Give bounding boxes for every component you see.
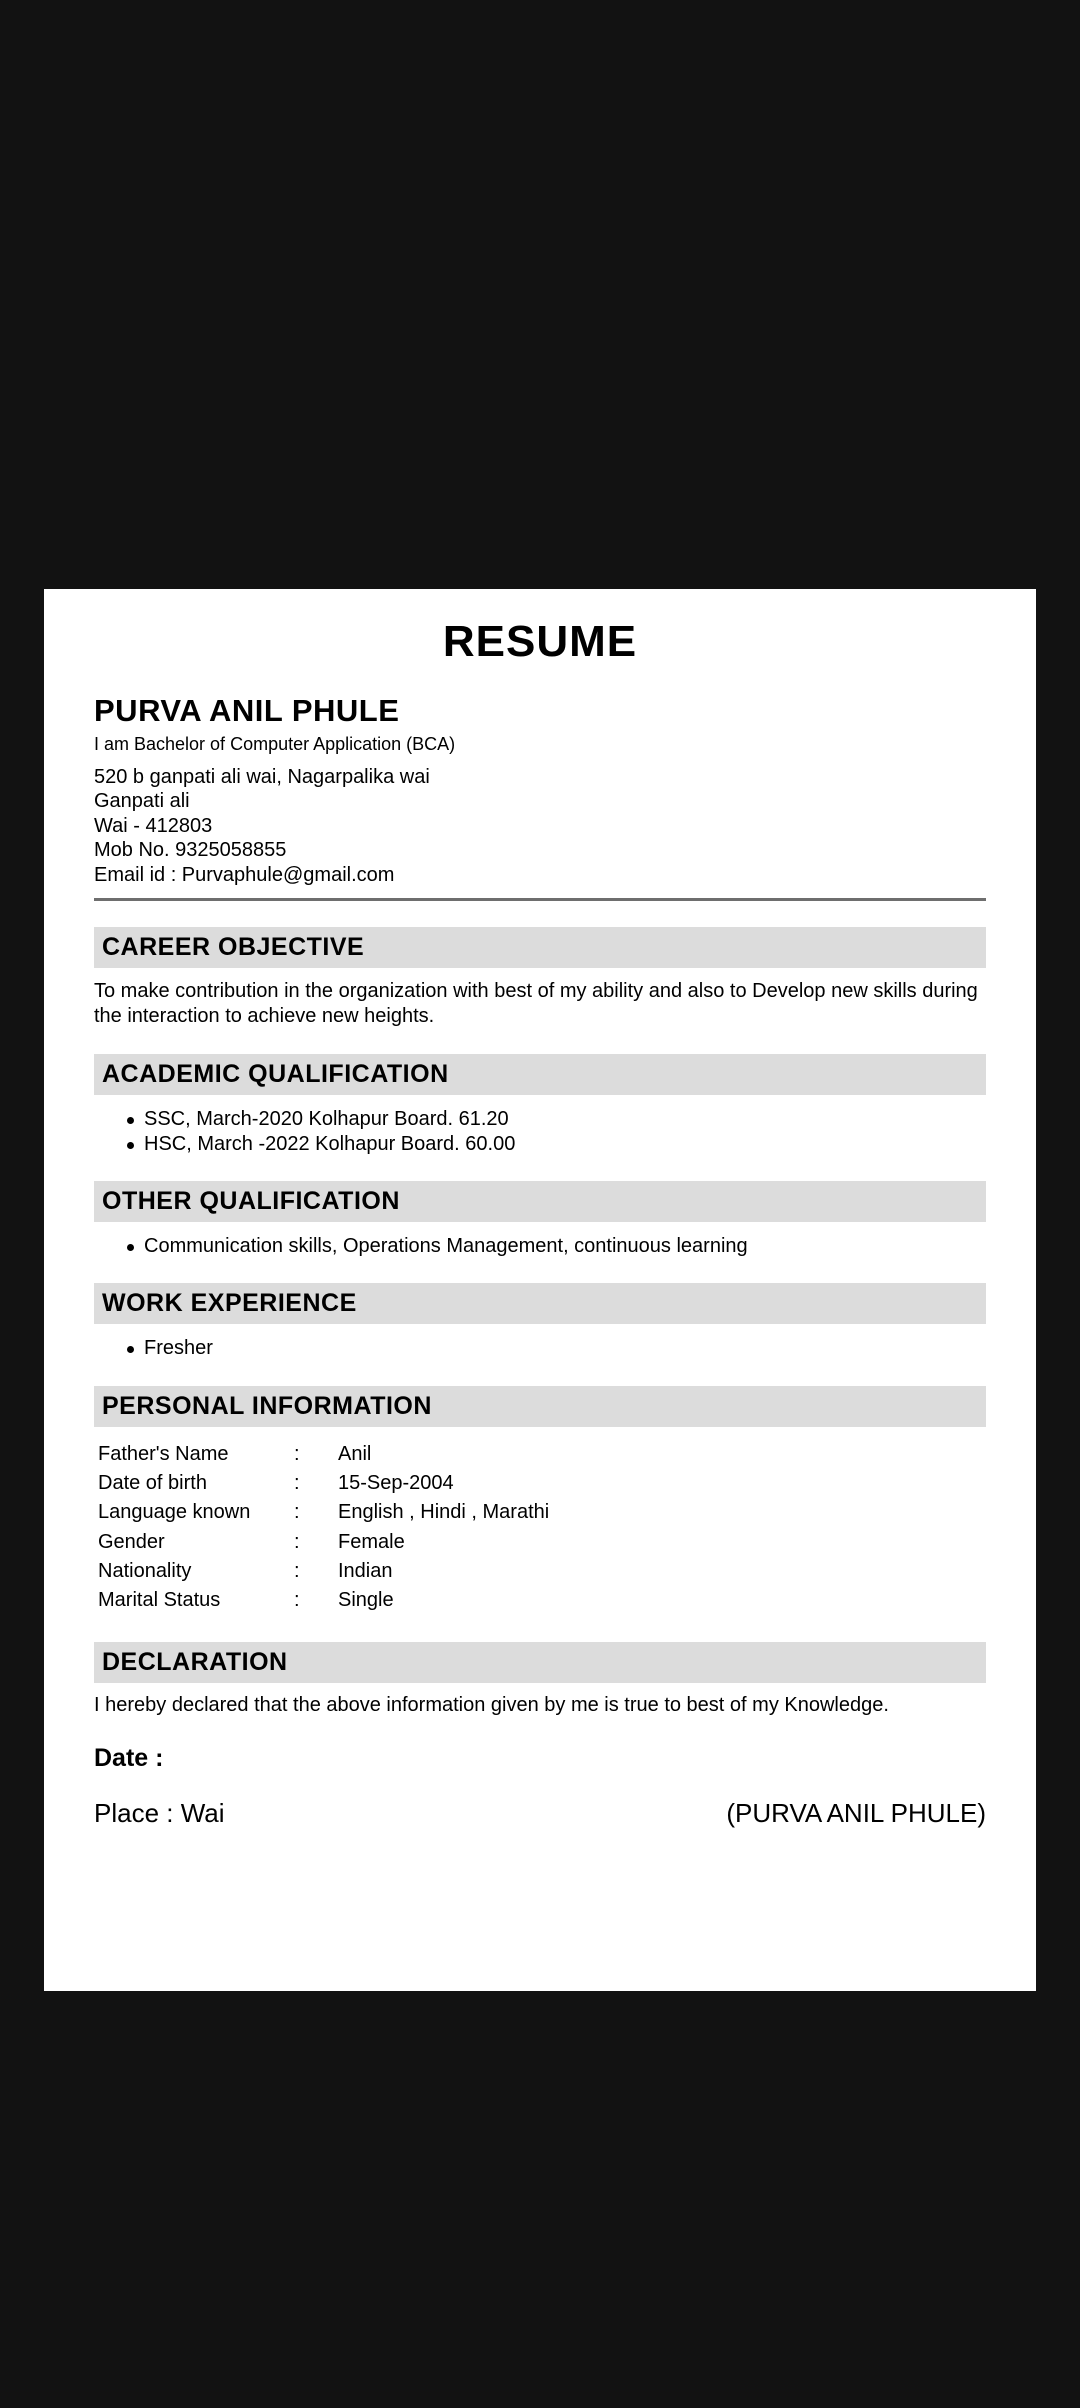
mobile-number: Mob No. 9325058855: [94, 839, 287, 861]
career-objective-text: To make contribution in the organization with best of my ability and also to Develop new skills during the interaction to achieve new heights.: [94, 980, 978, 1027]
document-title: RESUME: [442, 617, 638, 666]
personal-info-value: English , Hindi , Marathi: [338, 1501, 550, 1523]
personal-info-row: [98, 1586, 978, 1615]
personal-info-colon: :: [294, 1472, 300, 1494]
date-label: Date :: [94, 1744, 164, 1772]
personal-info-label: Nationality: [98, 1560, 192, 1582]
personal-info-colon: :: [294, 1501, 300, 1523]
list-item: Fresher: [144, 1337, 213, 1359]
personal-info-label: Father's Name: [98, 1443, 229, 1465]
personal-info-label: Language known: [98, 1501, 251, 1523]
personal-info-colon: :: [294, 1589, 300, 1611]
personal-info-value: Single: [338, 1589, 394, 1611]
address-line: Wai - 412803: [94, 815, 213, 837]
section-heading-declaration: DECLARATION: [94, 1642, 986, 1683]
section-heading-career-objective: CAREER OBJECTIVE: [94, 927, 986, 968]
personal-info-value: Indian: [338, 1560, 393, 1582]
personal-info-row: [98, 1498, 978, 1527]
personal-info-colon: :: [294, 1443, 300, 1465]
personal-info-value: Anil: [338, 1443, 372, 1465]
personal-info-colon: :: [294, 1531, 300, 1553]
personal-info-label: Marital Status: [98, 1589, 221, 1611]
personal-info-value: 15-Sep-2004: [338, 1472, 454, 1494]
personal-info-colon: :: [294, 1560, 300, 1582]
section-heading-academic: ACADEMIC QUALIFICATION: [94, 1054, 986, 1095]
personal-info-row: [98, 1440, 978, 1469]
place-label: Place : Wai: [94, 1798, 225, 1828]
list-item: HSC, March -2022 Kolhapur Board. 60.00: [144, 1133, 516, 1155]
personal-info-label: Gender: [98, 1531, 165, 1553]
candidate-tagline: I am Bachelor of Computer Application (BCA): [94, 734, 456, 754]
personal-info-value: Female: [338, 1531, 405, 1553]
personal-info-row: [98, 1557, 978, 1586]
declaration-text: I hereby declared that the above information given by me is true to best of my Knowledge.: [94, 1694, 889, 1716]
signature-name: (PURVA ANIL PHULE): [726, 1798, 986, 1828]
personal-info-row: [98, 1469, 978, 1498]
email-address: Email id : Purvaphule@gmail.com: [94, 864, 395, 886]
header-divider: [94, 898, 986, 901]
section-heading-other-qualification: OTHER QUALIFICATION: [94, 1181, 986, 1222]
address-line: Ganpati ali: [94, 790, 190, 812]
list-item: SSC, March-2020 Kolhapur Board. 61.20: [144, 1108, 509, 1130]
section-heading-work-experience: WORK EXPERIENCE: [94, 1283, 986, 1324]
resume-page: [44, 589, 1036, 1991]
section-heading-personal-information: PERSONAL INFORMATION: [94, 1386, 986, 1427]
personal-info-label: Date of birth: [98, 1472, 207, 1494]
address-line: 520 b ganpati ali wai, Nagarpalika wai: [94, 766, 430, 788]
list-item: Communication skills, Operations Management, continuous learning: [144, 1235, 748, 1257]
candidate-name: PURVA ANIL PHULE: [94, 693, 400, 728]
personal-info-row: [98, 1528, 978, 1557]
